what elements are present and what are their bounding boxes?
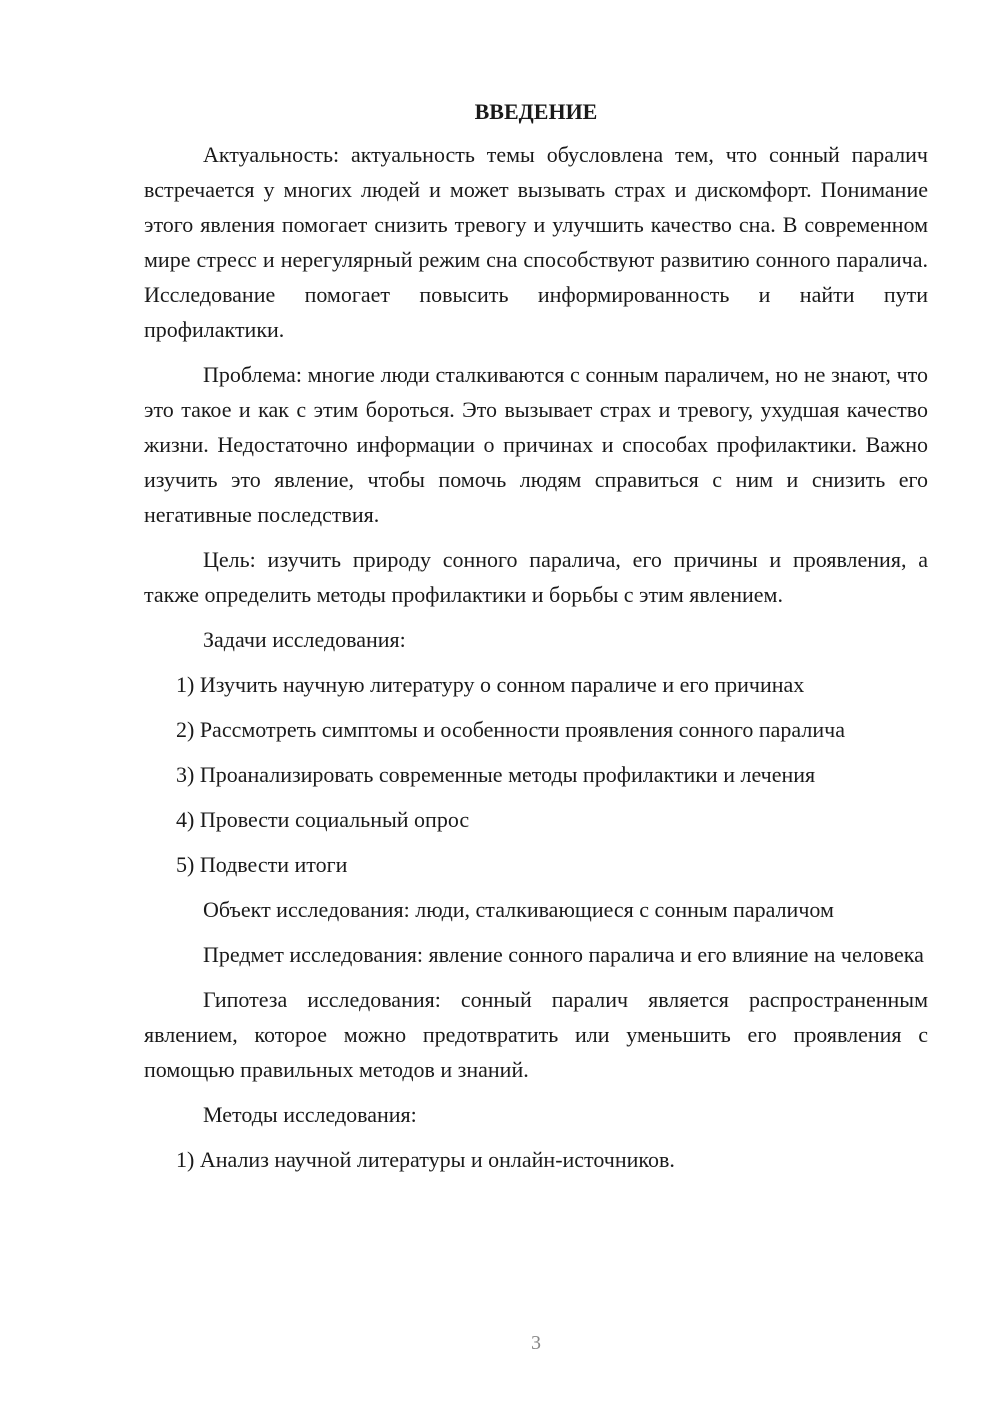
task-item: 1) Изучить научную литературу о сонном параличе и его причинах — [176, 672, 805, 697]
task-item: 4) Провести социальный опрос — [176, 807, 470, 832]
goal-paragraph: Цель: изучить природу сонного паралича, его причины и проявления, а также определить методы профилактики и борьбы с этим явлением. — [144, 547, 928, 607]
object-paragraph: Объект исследования: люди, сталкивающиеся с сонным параличом — [203, 897, 834, 922]
page-number: 3 — [531, 1332, 541, 1354]
task-item: 5) Подвести итоги — [176, 852, 348, 877]
problem-paragraph: Проблема: многие люди сталкиваются с сонным параличем, но не знают, что это такое и как с этим бороться. Это вызывает страх и тревогу, ухудшая качество жизни. Недостаточно информации о причинах и способах профилактики. Важно изучить это явление, чтобы помочь людям справиться с ним и снизить его негативные последствия. — [144, 362, 928, 527]
relevance-paragraph: Актуальность: актуальность темы обусловлена тем, что сонный паралич встречается у многих людей и может вызывать страх и дискомфорт. Понимание этого явления помогает снизить тревогу и улучшить качество сна. В современном мире стресс и нерегулярный режим сна способствуют развитию сонного паралича. Исследование помогает повысить информированность и найти пути профилактики. — [144, 142, 928, 342]
task-item: 3) Проанализировать современные методы профилактики и лечения — [176, 762, 816, 787]
hypothesis-paragraph: Гипотеза исследования: сонный паралич является распространенным явлением, которое можно предотвратить или уменьшить его проявления с помощью правильных методов и знаний. — [144, 987, 928, 1082]
section-title: ВВЕДЕНИЕ — [474, 99, 598, 124]
method-item: 1) Анализ научной литературы и онлайн-источников. — [176, 1147, 675, 1172]
subject-paragraph: Предмет исследования: явление сонного паралича и его влияние на человека — [203, 942, 924, 967]
page-content — [144, 94, 928, 1177]
tasks-heading: Задачи исследования: — [203, 627, 406, 652]
task-item: 2) Рассмотреть симптомы и особенности проявления сонного паралича — [176, 717, 845, 742]
methods-heading: Методы исследования: — [203, 1102, 417, 1127]
